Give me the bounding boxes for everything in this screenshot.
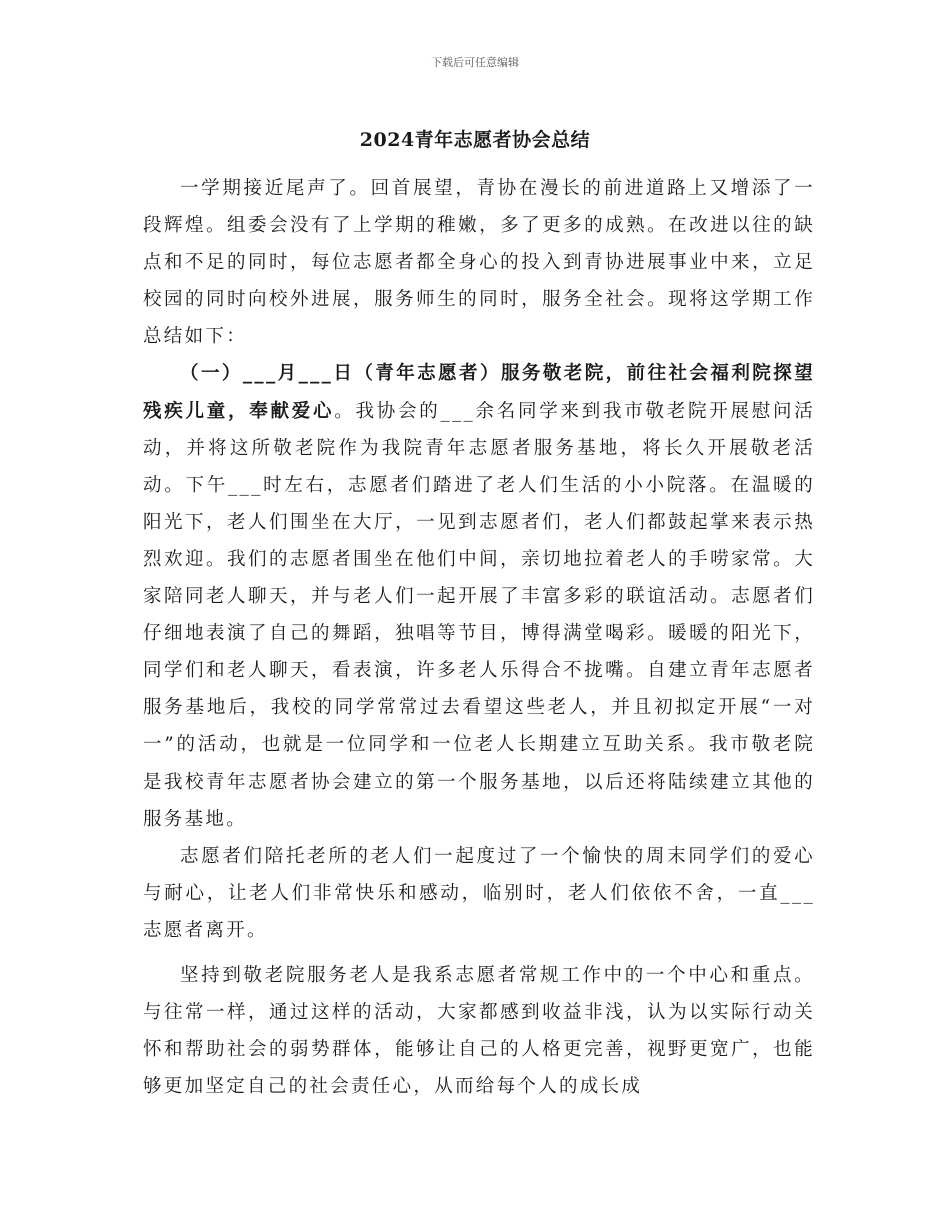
page-header: 下载后可任意编辑: [431, 56, 519, 69]
paragraph-intro: 一学期接近尾声了。回首展望，青协在漫长的前进道路上又增添了一段辉煌。组委会没有了上学期的稚嫩，多了更多的成熟。在改进以往的缺点和不足的同时，每位志愿者都全身心的投入到青协进展事业中来，立足校园的同时向校外进展，服务师生的同时，服务全社会。现将这学期工作总结如下：: [143, 178, 815, 348]
paragraph-persistence: 坚持到敬老院服务老人是我系志愿者常规工作中的一个中心和重点。与往常一样，通过这样的活动，大家都感到收益非浅，认为以实际行动关怀和帮助社会的弱势群体，能够让自己的人格更完善，视野更宽广，也能够更加坚定自己的社会责任心，从而给每个人的成长成: [143, 964, 815, 1098]
section-one-heading: （一）___月___日（青年志愿者）服务敬老院，前往社会福利院探望残疾儿童，奉献爱心: [143, 363, 815, 422]
paragraph-section-one: [143, 355, 815, 837]
document-title: 2024青年志愿者协会总结: [359, 129, 591, 151]
paragraph-elderly-weekend: 志愿者们陪托老所的老人们一起度过了一个愉快的周末同学们的爱心与耐心，让老人们非常快乐和感动，临别时，老人们依依不舍，一直___志愿者离开。: [143, 845, 815, 941]
document-body: [143, 170, 815, 1105]
section-one-text: 。我协会的___余名同学来到我市敬老院开展慰问活动，并将这所敬老院作为我院青年志愿者服务基地，将长久开展敬老活动。下午___时左右，志愿者们踏进了老人们生活的小小院落。在温暖的阳光下，老人们围坐在大厅，一见到志愿者们，老人们都鼓起掌来表示热烈欢迎。我们的志愿者围坐在他们中间，亲切地拉着老人的手唠家常。大家陪同老人聊天，并与老人们一起开展了丰富多彩的联谊活动。志愿者们仔细地表演了自己的舞蹈，独唱等节目，博得满堂喝彩。暖暖的阳光下，同学们和老人聊天，看表演，许多老人乐得合不拢嘴。自建立青年志愿者服务基地后，我校的同学常常过去看望这些老人，并且初拟定开展“一对一”的活动，也就是一位同学和一位老人长期建立互助关系。我市敬老院是我校青年志愿者协会建立的第一个服务基地，以后还将陆续建立其他的服务基地。: [143, 400, 816, 830]
